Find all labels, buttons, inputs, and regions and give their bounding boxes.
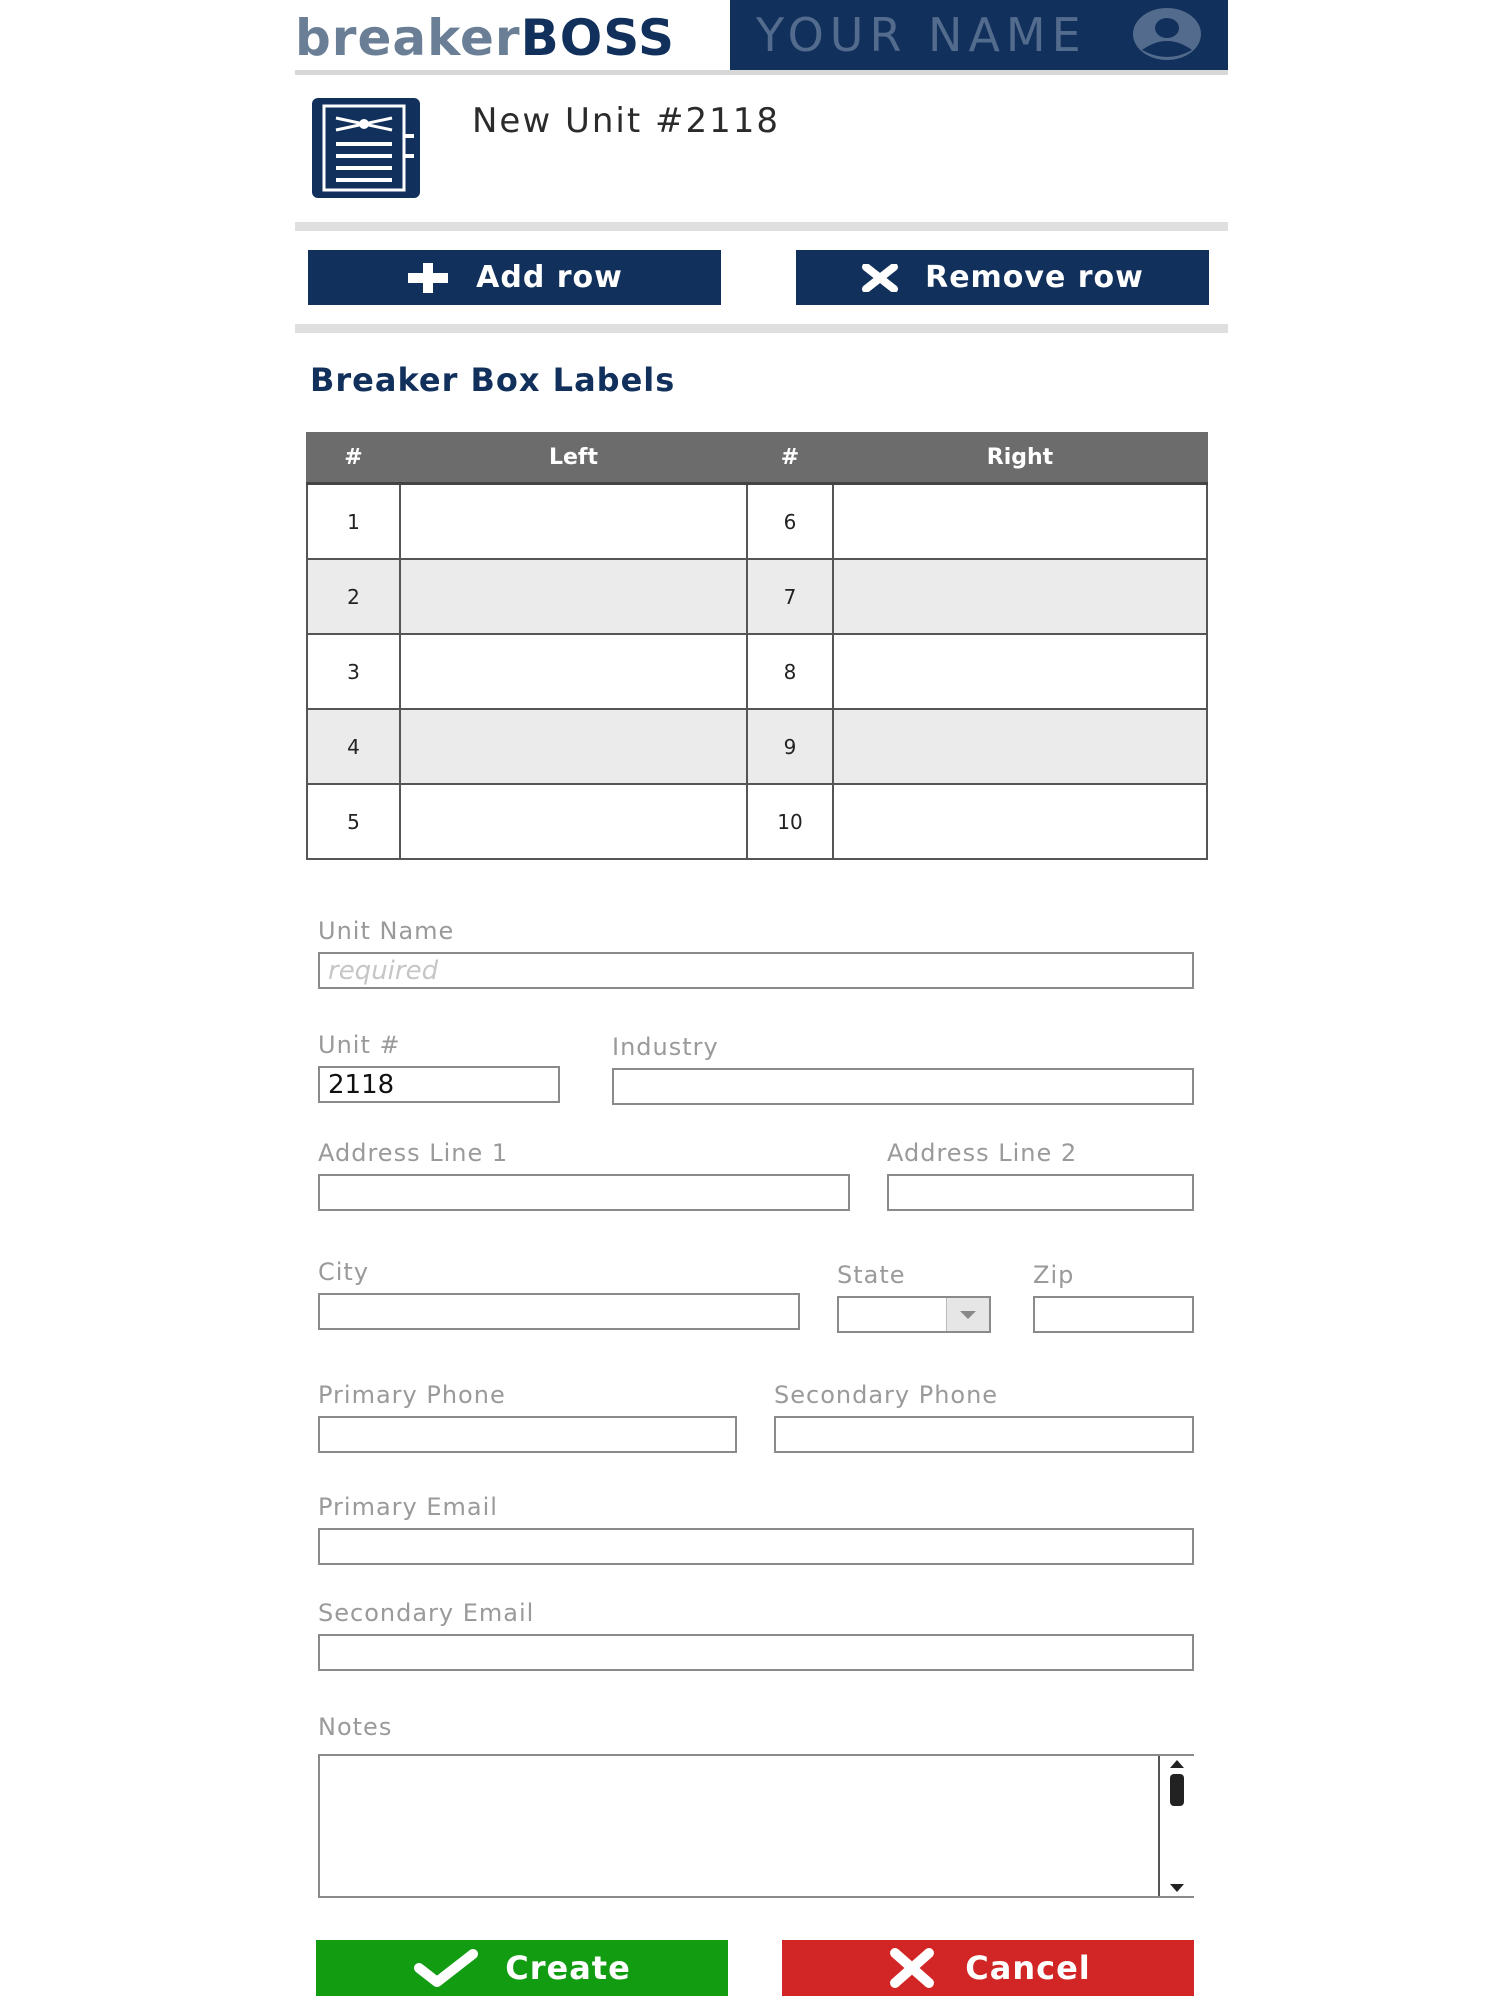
state-label: State (837, 1261, 906, 1289)
secondary-email-input[interactable] (318, 1634, 1194, 1671)
row-number-left: 4 (307, 709, 400, 784)
breaker-box-icon (310, 96, 422, 200)
logo-breaker: breaker (295, 9, 521, 67)
primary-phone-label: Primary Phone (318, 1381, 506, 1409)
unit-number-label: Unit # (318, 1031, 401, 1059)
right-label-cell[interactable] (833, 709, 1207, 784)
secondary-phone-input[interactable] (774, 1416, 1194, 1453)
row-number-right: 9 (747, 709, 833, 784)
section-divider-bottom (295, 324, 1228, 333)
secondary-phone-label: Secondary Phone (774, 1381, 999, 1409)
zip-label: Zip (1033, 1261, 1075, 1289)
plus-icon (406, 263, 450, 293)
right-label-cell[interactable] (833, 634, 1207, 709)
address-line-2-input[interactable] (887, 1174, 1194, 1211)
right-label-cell[interactable] (833, 784, 1207, 859)
header-right: Right (833, 432, 1207, 484)
left-label-cell[interactable] (400, 634, 747, 709)
notes-scrollbar[interactable] (1158, 1756, 1194, 1896)
city-label: City (318, 1258, 370, 1286)
table-header-row (307, 432, 1207, 484)
breaker-labels-table (306, 432, 1208, 860)
row-number-right: 10 (747, 784, 833, 859)
check-icon (413, 1948, 479, 1988)
row-number-right: 8 (747, 634, 833, 709)
row-number-left: 1 (307, 484, 400, 560)
address-line-2-label: Address Line 2 (887, 1139, 1078, 1167)
remove-row-button[interactable] (796, 250, 1209, 305)
page-title: New Unit #2118 (472, 101, 781, 141)
row-number-left: 3 (307, 634, 400, 709)
address-line-1-label: Address Line 1 (318, 1139, 509, 1167)
user-avatar-icon[interactable] (1130, 6, 1204, 62)
primary-email-label: Primary Email (318, 1493, 498, 1521)
header-left: Left (400, 432, 747, 484)
table-row (307, 634, 1207, 709)
row-number-left: 2 (307, 559, 400, 634)
left-label-cell[interactable] (400, 784, 747, 859)
industry-label: Industry (612, 1033, 719, 1061)
right-label-cell[interactable] (833, 559, 1207, 634)
brand-logo (295, 8, 675, 68)
remove-row-label: Remove row (925, 260, 1144, 295)
left-label-cell[interactable] (400, 484, 747, 560)
header-num-left: # (307, 432, 400, 484)
unit-number-input[interactable] (318, 1066, 560, 1103)
close-icon (861, 264, 899, 292)
chevron-down-icon[interactable] (946, 1298, 989, 1331)
primary-email-input[interactable] (318, 1528, 1194, 1565)
table-row (307, 709, 1207, 784)
cancel-button[interactable] (782, 1940, 1194, 1996)
unit-name-label: Unit Name (318, 917, 455, 945)
notes-textarea[interactable] (318, 1754, 1194, 1898)
row-number-right: 6 (747, 484, 833, 560)
section-divider-top (295, 222, 1228, 231)
industry-input[interactable] (612, 1068, 1194, 1105)
unit-name-input[interactable] (318, 952, 1194, 989)
add-row-label: Add row (476, 260, 623, 295)
secondary-email-label: Secondary Email (318, 1599, 535, 1627)
table-row (307, 784, 1207, 859)
row-number-left: 5 (307, 784, 400, 859)
city-input[interactable] (318, 1293, 800, 1330)
close-icon (885, 1948, 939, 1988)
cancel-label: Cancel (965, 1949, 1091, 1987)
left-label-cell[interactable] (400, 559, 747, 634)
header-divider (295, 70, 1228, 75)
table-row (307, 484, 1207, 560)
create-button[interactable] (316, 1940, 728, 1996)
row-number-right: 7 (747, 559, 833, 634)
table-row (307, 559, 1207, 634)
user-name[interactable]: YOUR NAME (756, 8, 1087, 62)
scroll-track-icon (1160, 1756, 1194, 1896)
logo-boss: BOSS (520, 9, 675, 67)
add-row-button[interactable] (308, 250, 721, 305)
state-select[interactable] (837, 1296, 991, 1333)
section-title: Breaker Box Labels (310, 361, 676, 399)
right-label-cell[interactable] (833, 484, 1207, 560)
create-label: Create (505, 1949, 631, 1987)
primary-phone-input[interactable] (318, 1416, 737, 1453)
left-label-cell[interactable] (400, 709, 747, 784)
notes-label: Notes (318, 1713, 393, 1741)
zip-input[interactable] (1033, 1296, 1194, 1333)
address-line-1-input[interactable] (318, 1174, 850, 1211)
header-num-right: # (747, 432, 833, 484)
